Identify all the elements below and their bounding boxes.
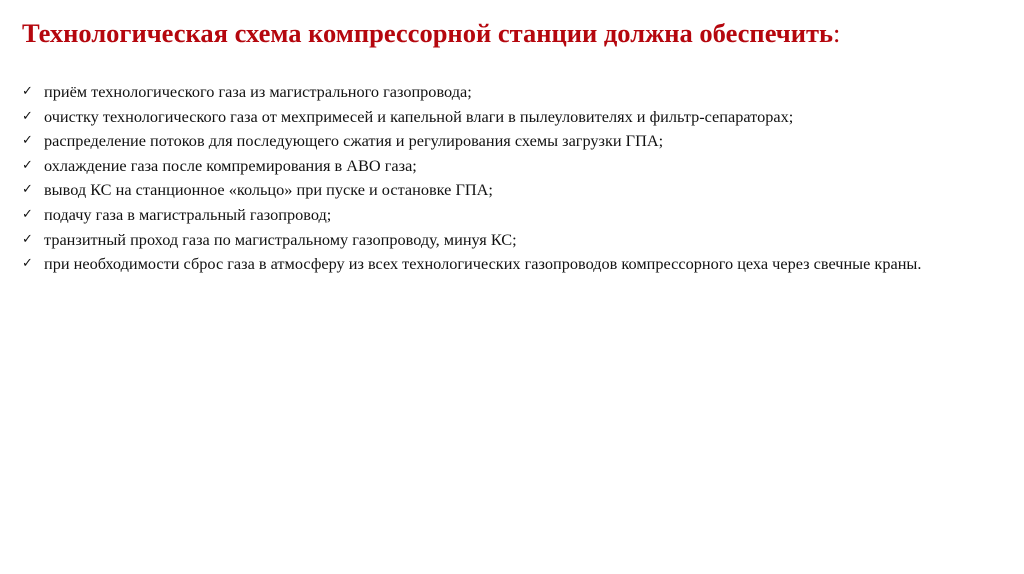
checkmark-icon: ✓: [22, 231, 33, 247]
list-item: [22, 80, 985, 105]
list-item: [22, 252, 985, 277]
checkmark-icon: ✓: [22, 206, 33, 222]
list-item-text: охлаждение газа после компремирования в АВО газа;: [44, 155, 417, 175]
checkmark-icon: ✓: [22, 133, 33, 149]
slide-title: [22, 18, 840, 49]
checkmark-icon: ✓: [22, 108, 33, 124]
list-item: [22, 228, 985, 253]
checkmark-icon: ✓: [22, 182, 33, 198]
list-item-text: приём технологического газа из магистрального газопровода;: [44, 82, 472, 101]
list-item-text: подачу газа в магистральный газопровод;: [44, 204, 332, 224]
slide-title-colon: :: [833, 18, 841, 48]
list-item: [22, 178, 985, 203]
checkmark-icon: ✓: [22, 84, 33, 99]
list-item: [22, 154, 985, 179]
slide-title-text: Технологическая схема компрессорной станции должна обеспечить: [22, 18, 834, 48]
list-item: [22, 129, 985, 154]
checkmark-icon: ✓: [22, 157, 33, 173]
list-item-text: транзитный проход газа по магистральному газопроводу, минуя КС;: [44, 229, 517, 249]
list-item-text: вывод КС на станционное «кольцо» при пуске и остановке ГПА;: [44, 180, 493, 200]
list-item: [22, 105, 985, 130]
list-item: [22, 203, 985, 228]
requirements-list: [22, 80, 985, 277]
checkmark-icon: ✓: [22, 256, 33, 272]
list-item-text: при необходимости сброс газа в атмосферу из всех технологических газопроводов компрессорного цеха через свечные краны.: [44, 254, 922, 274]
list-item-text: очистку технологического газа от мехпримесей и капельной влаги в пылеуловителях и фильтр-сепараторах;: [44, 106, 794, 126]
list-item-text: распределение потоков для последующего сжатия и регулирования схемы загрузки ГПА;: [44, 131, 664, 151]
